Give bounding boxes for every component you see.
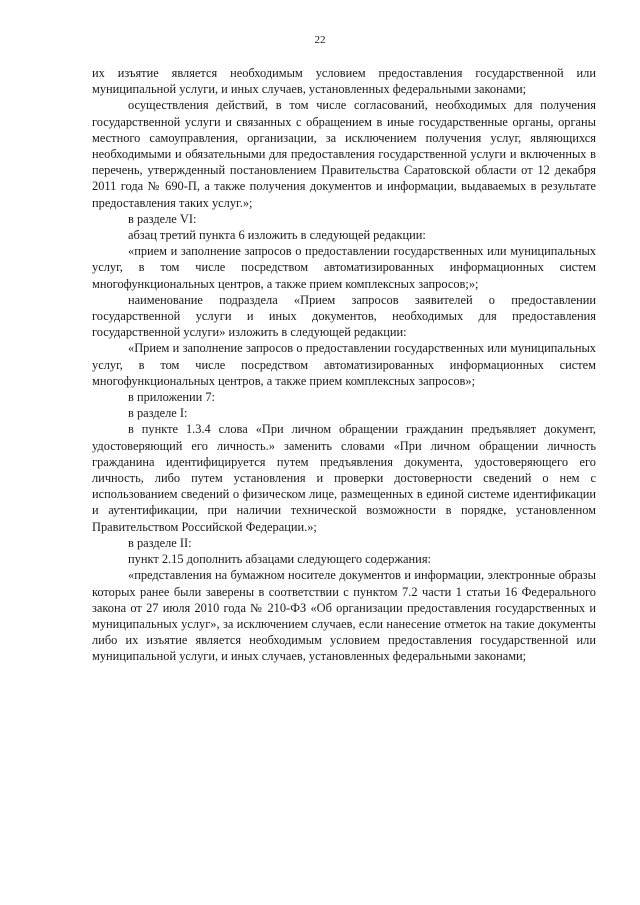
paragraph: в приложении 7: [128,390,216,405]
paragraph: абзац третий пункта 6 изложить в следующей редакции: [128,228,426,243]
paragraph: в разделе I: [128,406,188,421]
paragraph: осуществления действий, в том числе согласований, необходимых для получения государственной услуги и связанных с обращением в иные государственные органы, органы местного самоуправления, организации, за исключением получения услуг, являющихся необходимыми и обязательными для предоставления государственной услуги и включенных в перечень, утвержденный постановлением Правительства Саратовской области от 12 декабря 2011 года № 690-П, а также получения документов и информации, выдаваемых в результате предоставления таких услуг.»; [92,98,596,210]
paragraph: в разделе VI: [128,211,197,226]
paragraph: в пункте 1.3.4 слова «При личном обращении гражданин предъявляет документ, удостоверяющий его личность.» заменить словами «При личном обращении личность гражданина идентифицируется путем предъявления документа, удостоверяющего его личность, либо путем установления и проверки достоверности сведений о нем с использованием сведений о физическом лице, размещенных в единой системе идентификации и аутентификации, при наличии технической возможности в порядке, установленном Правительством Российской Федерации.»; [92,422,596,534]
paragraph: «Прием и заполнение запросов о предоставлении государственных или муниципальных услуг, в том числе посредством автоматизированных информационных систем многофункциональных центров, а также прием комплексных запросов»; [92,341,596,388]
paragraph: «прием и заполнение запросов о предоставлении государственных или муниципальных услуг, в том числе посредством автоматизированных информационных систем многофункциональных центров, а также прием комплексных запросов;»; [92,244,596,291]
paragraph: пункт 2.15 дополнить абзацами следующего содержания: [128,552,431,567]
page-number: 22 [314,34,326,46]
paragraph: наименование подраздела «Прием запросов заявителей о предоставлении государственной услуги и иных документов, необходимых для предоставления государственной услуги» изложить в следующей редакции: [92,292,596,340]
paragraph: «представления на бумажном носителе документов и информации, электронные образы которых ранее были заверены в соответствии с пунктом 7.2 части 1 статьи 16 Федерального закона от 27 июля 2010 года № 210-ФЗ «Об организации предоставления государственных и муниципальных услуг», за исключением случаев, если нанесение отметок на такие документы либо их изъятие является необходимым условием предоставления государственной или муниципальной услуги, и иных случаев, установленных федеральными законами; [92,568,596,664]
paragraph: в разделе II: [128,535,192,550]
paragraph: их изъятие является необходимым условием предоставления государственной или муниципальной услуги, и иных случаев, установленных федеральными законами; [92,66,596,97]
document-body [92,65,596,665]
